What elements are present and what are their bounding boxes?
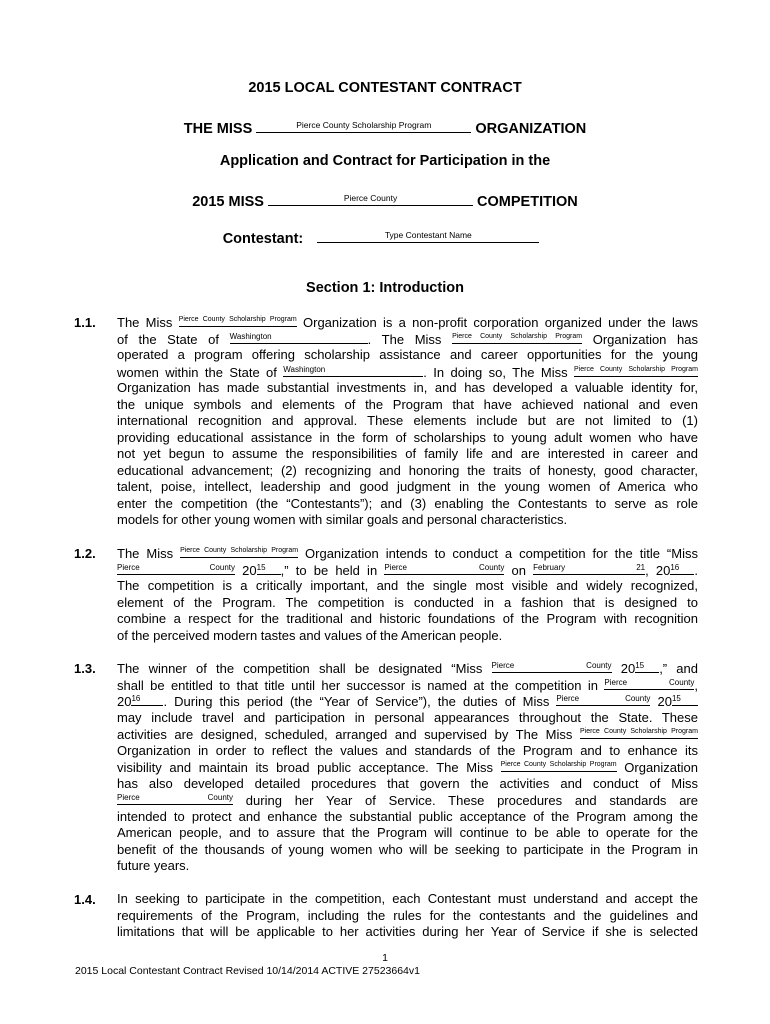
section-title: Section 1: Introduction	[306, 280, 464, 296]
year-miss-label: 2015 MISS	[192, 194, 264, 210]
program-field[interactable]: Pierce County Scholarship Program	[179, 314, 297, 327]
title-field[interactable]: Pierce County	[556, 693, 650, 706]
program-field[interactable]: Pierce County Scholarship Program	[580, 726, 698, 739]
paragraph-1-4: In seeking to participate in the competition, each Contestant must understand and accept the requirements of the Program, including the rules for the contestants and the guidelines and limitations that will be applicable to her activities during her Year of Service if she is selected	[117, 891, 698, 939]
program-field[interactable]: Pierce County Scholarship Program	[452, 331, 582, 344]
paragraph-number: 1.4.	[74, 892, 96, 907]
program-field[interactable]: Pierce County Scholarship Program	[574, 364, 698, 377]
contestant-name-field[interactable]: Type Contestant Name	[317, 227, 539, 243]
title-field[interactable]: Pierce County	[117, 562, 235, 575]
contract-title: 2015 LOCAL CONTESTANT CONTRACT	[248, 80, 522, 96]
contestant-line	[0, 227, 766, 247]
program-field[interactable]: Pierce County Scholarship Program	[501, 759, 617, 772]
organization-line	[0, 117, 770, 137]
paragraph-number: 1.2.	[74, 546, 96, 561]
state-field[interactable]: Washington	[230, 331, 368, 344]
title-field[interactable]: Pierce County	[492, 660, 612, 673]
the-miss-label: THE MISS	[183, 121, 253, 137]
paragraph-number: 1.3.	[74, 661, 96, 676]
page-number: 1	[382, 952, 388, 964]
organization-name-field[interactable]: Pierce County Scholarship Program	[256, 117, 471, 133]
paragraph-number: 1.1.	[74, 315, 96, 330]
competition-label: COMPETITION	[477, 194, 578, 210]
location-field[interactable]: Pierce County	[384, 562, 504, 575]
paragraph-1-1: The Miss Pierce County Scholarship Program Organization is a non-profit corporation organized under the laws of the State of Washington . The Miss Pierce County Scholarship Program Organization has operated a program offering scholarship assistance and career opportunities for the young women within the State of Washington . In doing so, The Miss Pierce County Scholarship Program Organization has made substantial investments in, and has developed a valuable identity for, the unique symbols and elements of the Program that have achieved national and even international recognition and approval. These elements include but are not limited to (1) providing educational assistance in the form of scholarships to young adult women who have not yet begun to assume the responsibilities of family life and are interested in career and educational advancement; (2) recognizing and honoring the traits of honesty, good character, talent, poise, intellect, leadership and good judgment in the young women of America who enter the competition (the “Contestants”); and (3) enabling the Contestants to serve as role models for other young women with similar goals and personal characteristics.	[117, 315, 699, 527]
location-field[interactable]: Pierce County	[604, 677, 694, 690]
competition-line	[0, 190, 770, 210]
organization-label: ORGANIZATION	[475, 121, 587, 137]
program-field[interactable]: Pierce County Scholarship Program	[180, 545, 298, 558]
title-field[interactable]: Pierce County	[117, 792, 233, 805]
competition-name-field[interactable]: Pierce County	[268, 190, 473, 206]
state-field[interactable]: Washington	[283, 364, 423, 377]
paragraph-1-3: The winner of the competition shall be designated “Miss Pierce County 20 15 ,” and shall be entitled to that title until her successor is named at the competition in Pierce County , 20 16 . During this period (the “Year of Service”), the duties of Miss Pierce County 20 15 may include travel and participation in personal appearances throughout the State. These activities are designed, scheduled, arranged and supervised by The Miss Pierce County Scholarship Program Organization in order to reflect the values and standards of the Program and to enhance its visibility and maintain its broad public acceptance. The Miss Pierce County Scholarship Program Organization has also developed detailed procedures that govern the activities and conduct of Miss Pierce County during her Year of Service. These procedures and standards are intended to protect and enhance the substantial public acceptance of the Program among the American people, and to assure that the Program will continue to be able to operate for the benefit of the thousands of young women who will be seeking to participate in the Program in future years.	[117, 661, 698, 873]
subtitle: Application and Contract for Participation in the	[219, 153, 551, 169]
date-field[interactable]: February 21	[533, 562, 645, 575]
contestant-label: Contestant:	[222, 231, 304, 247]
year-field[interactable]: 16	[131, 693, 163, 706]
paragraph-1-2: The Miss Pierce County Scholarship Program Organization intends to conduct a competition for the title “Miss Pierce County 20 15 ,” to be held in Pierce County on February 21 , 20 16 . The competition is a critically important, and the single most visible and widely recognized, element of the Program. The competition is conducted in a fashion that is designed to combine a respect for the traditional and historic foundations of the Program with recognition of the perceived modern tastes and values of the American people.	[117, 546, 698, 643]
year-field[interactable]: 15	[257, 562, 281, 575]
footer-text: 2015 Local Contestant Contract Revised 10/14/2014 ACTIVE 27523664v1	[75, 965, 420, 977]
year-field[interactable]: 15	[672, 693, 698, 706]
year-field[interactable]: 16	[670, 562, 694, 575]
year-field[interactable]: 15	[635, 660, 659, 673]
